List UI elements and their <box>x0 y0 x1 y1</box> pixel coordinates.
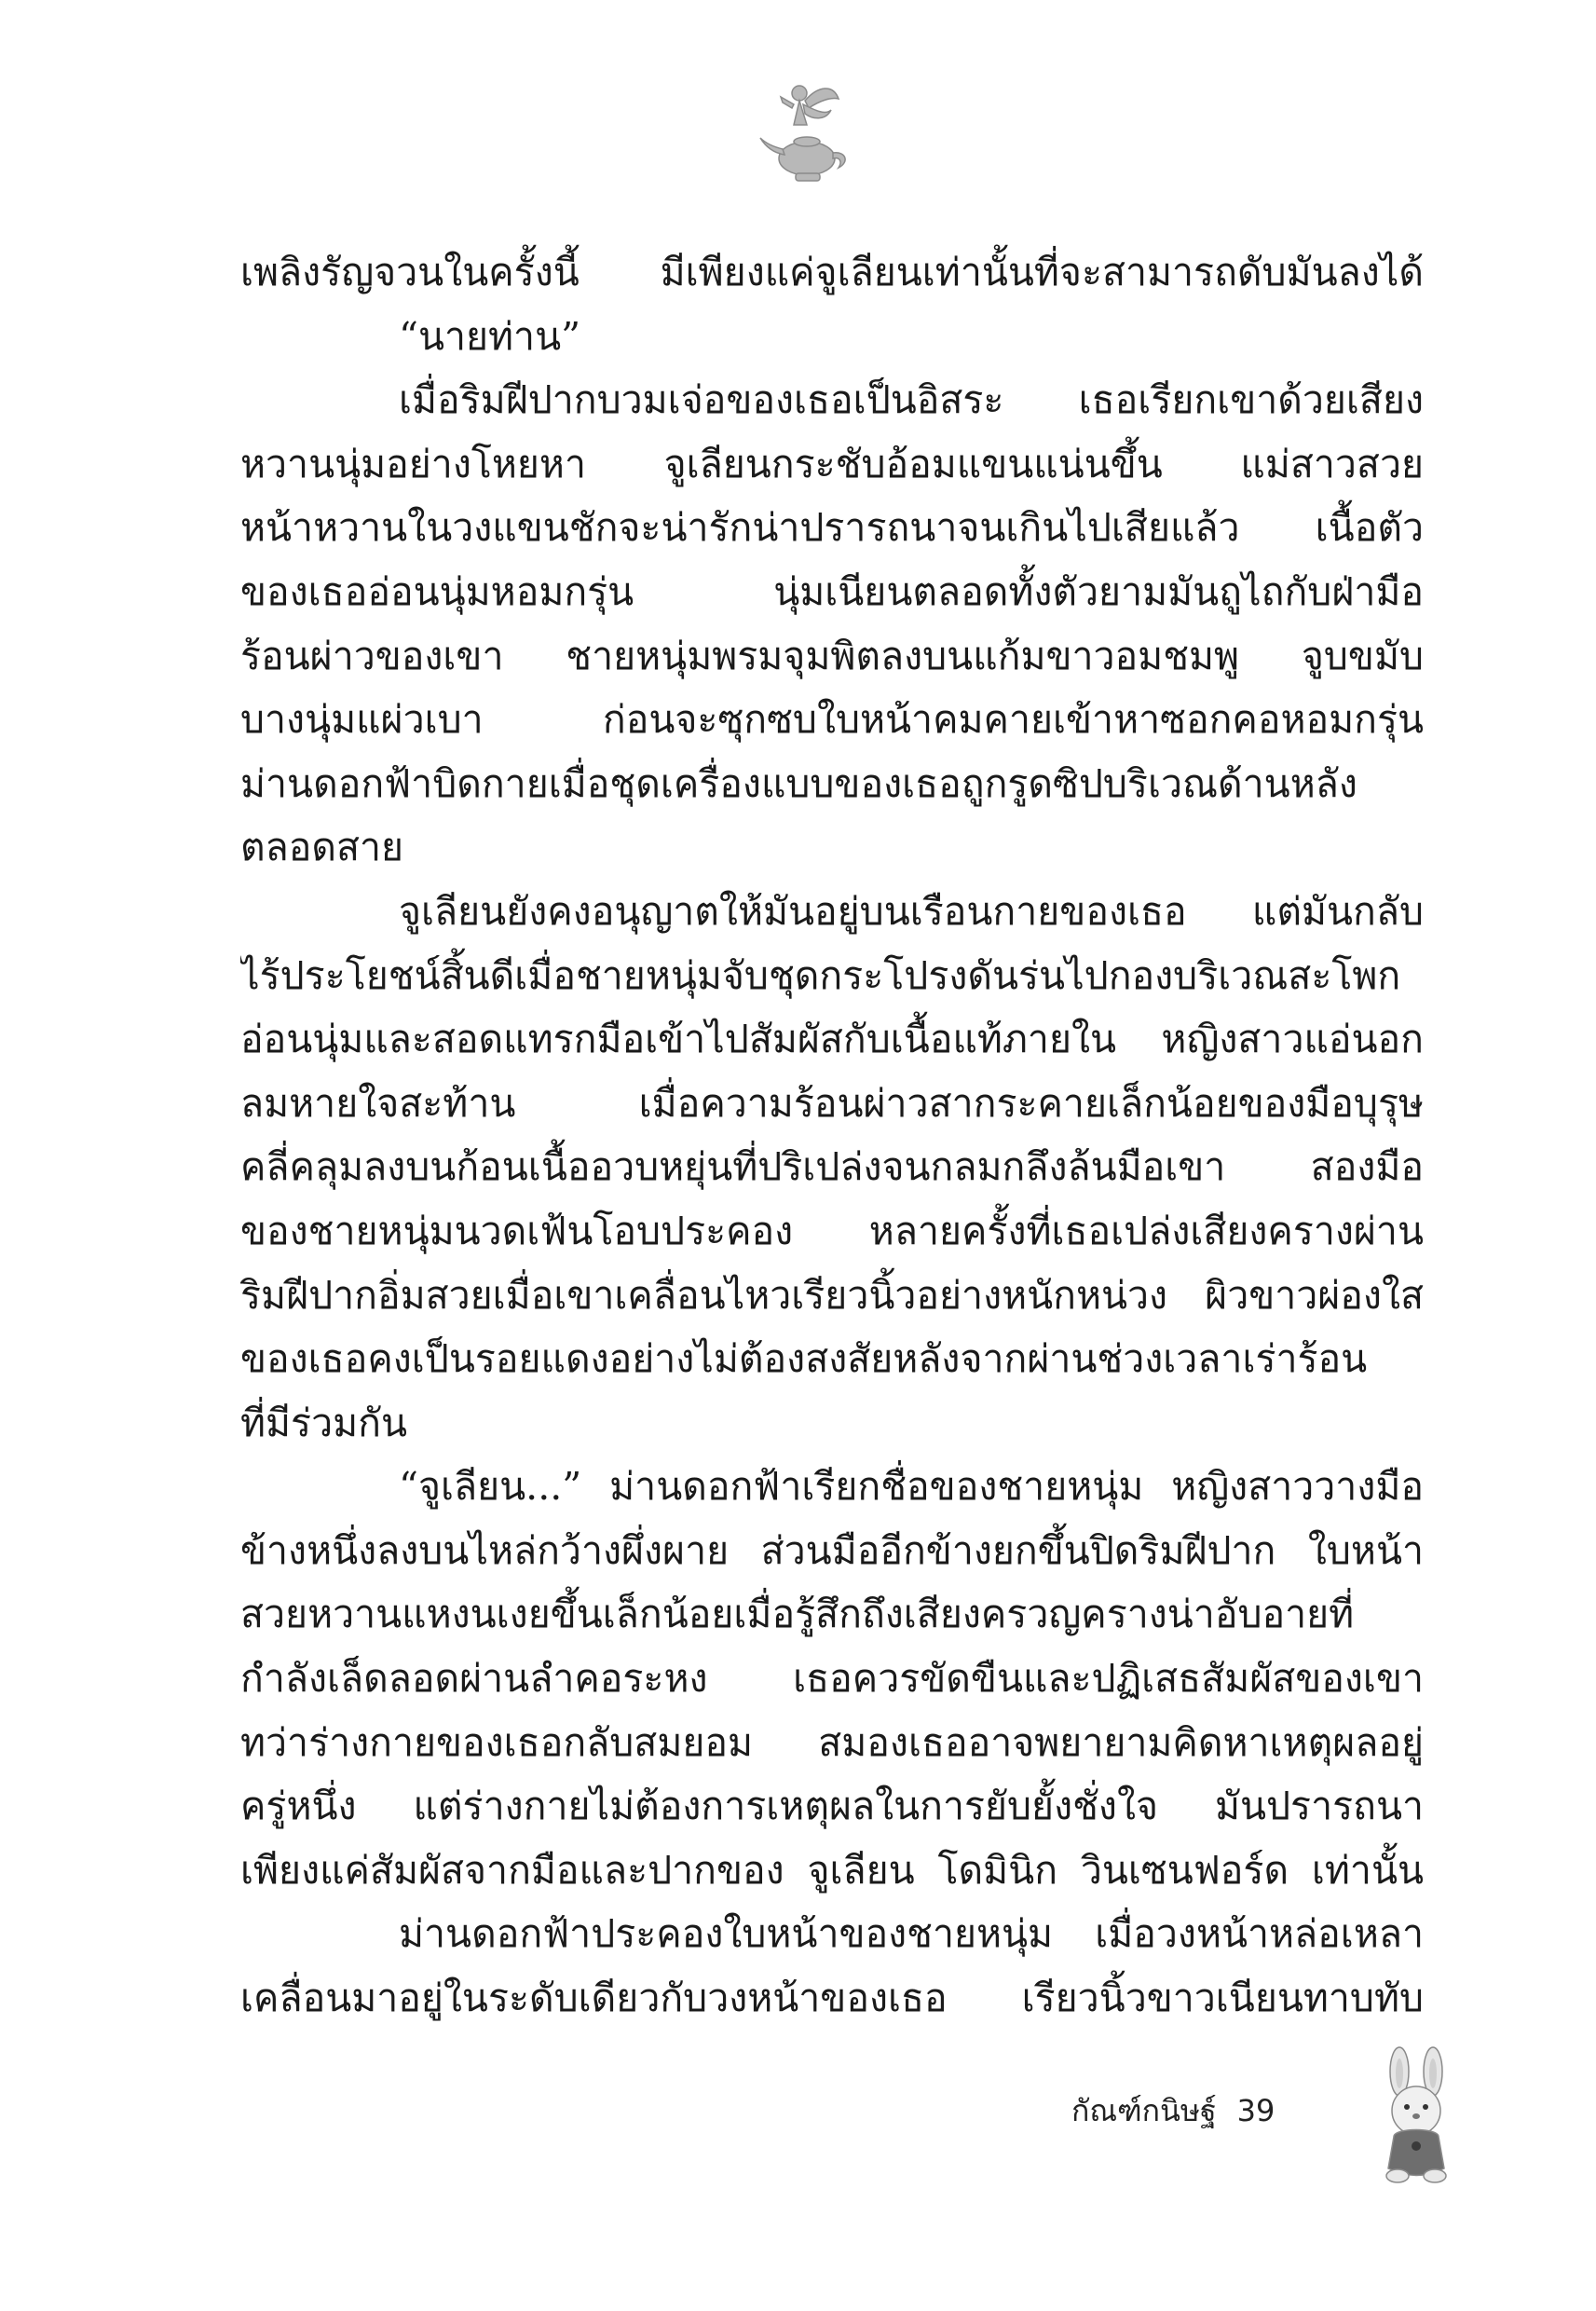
text-line: เพียงแค่สัมผัสจากมือและปากของ จูเลียน โดมินิก วินเซนฟอร์ด เท่านั้น <box>240 1847 1424 1893</box>
text-line: ทว่าร่างกายของเธอกลับสมยอม สมองเธออาจพยายามคิดหาเหตุผลอยู่ <box>240 1719 1424 1765</box>
text-line: ครู่หนึ่ง แต่ร่างกายไม่ต้องการเหตุผลในการยับยั้งชั่งใจ มันปรารถนา <box>240 1784 1424 1829</box>
text-line: หวานนุ่มอย่างโหยหา จูเลียนกระชับอ้อมแขนแน่นขึ้น แม่สาวสวย <box>240 441 1424 486</box>
text-line: ลมหายใจสะท้าน เมื่อความร้อนผ่าวสากระคายเล็กน้อยของมือบุรุษ <box>240 1080 1424 1126</box>
text-line: ม่านดอกฟ้าประคองใบหน้าของชายหนุ่ม เมื่อวงหน้าหล่อเหลา <box>399 1911 1424 1957</box>
text-line: “นายท่าน” <box>399 313 581 359</box>
text-line: ที่มีร่วมกัน <box>240 1400 407 1445</box>
page-number: 39 <box>1236 2093 1275 2128</box>
text-line: ของเธอคงเป็นรอยแดงอย่างไม่ต้องสงสัยหลังจากผ่านช่วงเวลาเร่าร้อน <box>240 1336 1368 1382</box>
text-line: เพลิงรัญจวนในครั้งนี้ มีเพียงแค่จูเลียนเท่านั้นที่จะสามารถดับมันลงได้ <box>240 250 1424 294</box>
page-footer <box>1071 2087 1275 2135</box>
text-line: สวยหวานแหงนเงยขึ้นเล็กน้อยเมื่อรู้สึกถึงเสียงครวญครางน่าอับอายที่ <box>240 1592 1355 1637</box>
text-line: ข้างหนึ่งลงบนไหล่กว้างผึ่งผาย ส่วนมืออีกข้างยกขึ้นปิดริมฝีปาก ใบหน้า <box>240 1527 1424 1573</box>
text-line: บางนุ่มแผ่วเบา ก่อนจะซุกซบใบหน้าคมคายเข้าหาซอกคอหอมกรุ่น <box>240 697 1424 743</box>
fairy-teapot-icon <box>753 73 865 203</box>
text-line: ตลอดสาย <box>240 825 404 870</box>
text-line: หน้าหวานในวงแขนชักจะน่ารักน่าปรารถนาจนเกินไปเสียแล้ว เนื้อตัว <box>240 505 1424 551</box>
text-line: ม่านดอกฟ้าบิดกายเมื่อชุดเครื่องแบบของเธอถูกรูดซิปบริเวณด้านหลัง <box>240 760 1357 806</box>
text-line: ริมฝีปากอิ่มสวยเมื่อเขาเคลื่อนไหวเรียวนิ้วอย่างหนักหน่วง ผิวขาวผ่องใส <box>240 1272 1424 1318</box>
text-line: ของเธออ่อนนุ่มหอมกรุ่น นุ่มเนียนตลอดทั้งตัวยามมันถูไถกับฝ่ามือ <box>240 568 1424 614</box>
text-line: เมื่อริมฝีปากบวมเจ่อของเธอเป็นอิสระ เธอเรียกเขาด้วยเสียง <box>399 377 1424 423</box>
text-line: เคลื่อนมาอยู่ในระดับเดียวกับวงหน้าของเธอ เรียวนิ้วขาวเนียนทาบทับ <box>240 1976 1424 2021</box>
text-line: ไร้ประโยชน์สิ้นดีเมื่อชายหนุ่มจับชุดกระโปรงดันร่นไปกองบริเวณสะโพก <box>240 952 1401 998</box>
text-line: กำลังเล็ดลอดผ่านลำคอระหง เธอควรขัดขืนและปฏิเสธสัมผัสของเขา <box>240 1656 1424 1702</box>
bunny-doll-icon <box>1360 2045 1472 2185</box>
text-line: จูเลียนยังคงอนุญาตให้มันอยู่บนเรือนกายของเธอ แต่มันกลับ <box>399 888 1424 934</box>
text-line: ร้อนผ่าวของเขา ชายหนุ่มพรมจุมพิตลงบนแก้มขาวอมชมพู จูบขมับ <box>240 633 1424 678</box>
body-text <box>240 240 1424 2031</box>
book-title: กัณฑ์กนิษฐ์ <box>1071 2093 1217 2128</box>
text-line: ของชายหนุ่มนวดเฟ้นโอบประคอง หลายครั้งที่เธอเปล่งเสียงครางผ่าน <box>240 1208 1424 1253</box>
text-line: คลี่คลุมลงบนก้อนเนื้ออวบหยุ่นที่ปริเปล่งจนกลมกลึงล้นมือเขา สองมือ <box>240 1144 1424 1190</box>
text-line: “จูเลียน...” ม่านดอกฟ้าเรียกชื่อของชายหนุ่ม หญิงสาววางมือ <box>399 1464 1424 1510</box>
text-line: อ่อนนุ่มและสอดแทรกมือเข้าไปสัมผัสกับเนื้อแท้ภายใน หญิงสาวแอ่นอก <box>240 1017 1424 1062</box>
